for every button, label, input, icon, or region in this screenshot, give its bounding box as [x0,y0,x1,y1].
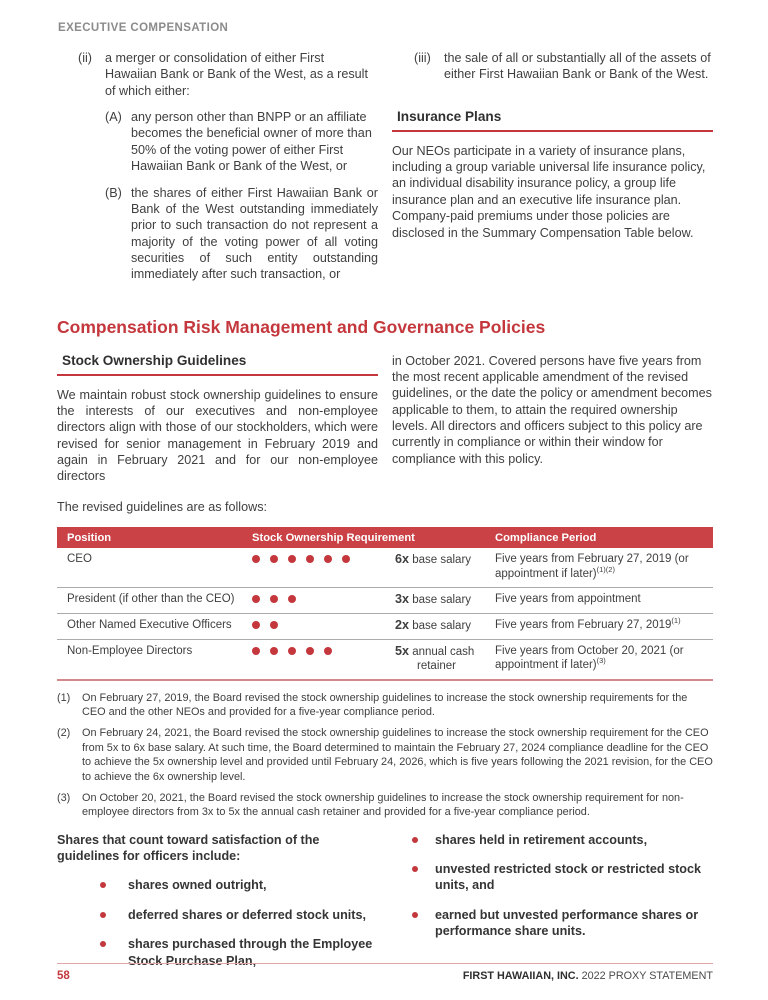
guidelines-paragraph-right: in October 2021. Covered persons have five years from the most recent applicable amendment of the revised guidelines, or the date the policy or amendment becomes applicable to them, to attain the required ownership levels. All directors and officers subject to this policy are currently in compliance or within their window for compliance with this policy. [392,353,712,466]
basis: base salary [409,554,472,567]
shares-columns [57,832,713,969]
footnote-reference: (1) [671,615,681,625]
footnote-marker: (2) [57,727,71,740]
top-columns [57,50,713,293]
list-marker: (ii) [78,51,92,65]
column-header-position: Position [67,531,112,544]
footnote-reference: (3) [596,656,606,666]
guidelines-paragraph-left: We maintain robust stock ownership guidelines to ensure the interests of our executives and non-employee directors align with those of our stockholders, which were revised for senior management in February 2019 and again in February 2021 and for our non-employee directors [57,387,378,484]
footnote-1 [57,691,713,720]
page-number: 58 [57,970,70,982]
shares-heading: Shares that count toward satisfaction of the guidelines for officers include: [57,832,320,864]
table-row [57,613,713,639]
list-item-ii [57,50,378,99]
shares-right-column [392,832,713,969]
bullet-text: deferred shares or deferred stock units, [128,907,366,922]
ownership-dots [252,644,395,658]
bullet-text: unvested restricted stock or restricted stock units, and [435,862,701,893]
top-right-column [392,50,713,293]
company-name: FIRST HAWAIIAN, INC. [462,970,579,982]
requirement-label [395,618,490,634]
compliance-cell [490,552,713,582]
guidelines-left-column [57,353,378,516]
footnote-text: On February 24, 2021, the Board revised the stock ownership guidelines to increase the stock ownership requirement for the CEO from 5x to 6x base salary. At such time, the Board determined to maintain the February 27, 2024 compliance deadline for the CEO to achieve the 5x ownership level and provided until February 24, 2026, which is five years following the 2021 revision, for the CEO to achieve the 6x ownership level. [82,727,713,783]
footnote-text: On October 20, 2021, the Board revised the stock ownership guidelines to increase the stock ownership requirement for non-employee directors from 3x to 5x the annual cash retainer and provided for a five-year compliance period. [82,791,684,819]
position-cell: Non-Employee Directors [67,644,193,657]
insurance-plans-paragraph: Our NEOs participate in a variety of insurance plans, including a group variable universal life insurance policy, an individual disability insurance policy, a group life insurance plan and an executive life insurance plan. Company-paid premiums under those policies are disclosed in the Summary Compensation Table below. [392,143,706,240]
basis: annual cash retainer [409,645,475,673]
list-marker: (A) [105,110,122,125]
table-row [57,587,713,613]
list-marker: (B) [105,185,122,200]
document-title: 2022 PROXY STATEMENT [581,970,713,982]
guidelines-lead-in: The revised guidelines are as follows: [57,499,268,514]
list-item-text: a merger or consolidation of either First Hawaiian Bank or Bank of the West, as a result of which either: [105,51,368,98]
list-item-a [57,109,378,174]
shares-left-column [57,832,378,969]
ownership-dots [252,592,395,606]
multiplier: 2x [395,617,410,632]
insurance-plans-heading: Insurance Plans [392,109,713,132]
requirement-cell [250,618,490,634]
compliance-text: Five years from February 27, 2019 [495,618,672,631]
bullet-text: shares held in retirement accounts, [435,832,648,847]
column-header-compliance: Compliance Period [495,531,597,544]
table-row [57,639,713,679]
footnote-text: On February 27, 2019, the Board revised the stock ownership guidelines to increase the stock ownership requirements for the CEO and the other NEOs and provided for a five-year compliance period. [82,691,688,719]
list-marker: (iii) [414,51,431,65]
footnotes [57,691,713,820]
compliance-text: Five years from appointment [495,593,641,606]
requirement-label [395,644,490,674]
bullet-item [392,907,713,940]
list-item-text: any person other than BNPP or an affiliate becomes the beneficial owner of more than 50% of the voting power of either First Hawaiian Bank or Bank of the West, or [131,110,372,174]
guidelines-right-column [392,353,713,516]
list-item-text: the shares of either First Hawaiian Bank or Bank of the West outstanding immediately prior to such transaction do not represent a majority of the voting power of all voting securities of such entity outstanding immediately after such transaction, or [131,185,378,282]
ownership-dots [252,618,395,632]
bullet-text: earned but unvested performance shares or performance share units. [435,907,699,939]
list-item-b [57,185,378,283]
ownership-dots [252,552,395,566]
footnote-marker: (1) [57,691,71,704]
requirement-label [395,552,490,568]
bullet-text: shares purchased through the Employee Stock Purchase Plan, [128,937,373,968]
bullet-item [392,832,713,848]
multiplier: 5x [395,643,410,658]
basis: base salary [409,594,472,607]
compliance-text: Five years from October 20, 2021 (or appointment if later) [495,644,684,672]
footnote-marker: (3) [57,791,71,804]
footnote-3 [57,791,713,820]
compliance-cell [490,644,713,674]
guidelines-columns [57,353,713,516]
requirement-cell [250,552,490,568]
compliance-cell [490,592,713,607]
bullet-item [57,877,378,893]
bullet-item [392,861,713,894]
multiplier: 3x [395,592,410,607]
compliance-text: Five years from February 27, 2019 (or appointment if later) [495,553,689,581]
bullet-text: shares owned outright, [128,878,267,893]
table-header-row [57,527,713,548]
footer-text [463,970,713,982]
footnote-reference: (1)(2) [596,565,615,575]
list-item-iii [392,50,713,83]
bullet-item [57,907,378,923]
compliance-cell [490,615,713,633]
stock-ownership-guidelines-heading: Stock Ownership Guidelines [57,353,378,376]
basis: base salary [409,619,472,632]
position-cell: President (if other than the CEO) [67,593,235,606]
table-row [57,548,713,587]
column-header-requirement: Stock Ownership Requirement [252,531,415,544]
page-eyebrow: EXECUTIVE COMPENSATION [58,22,229,34]
requirement-label [395,592,490,608]
multiplier: 6x [395,552,410,567]
position-cell: Other Named Executive Officers [67,618,232,631]
requirement-cell [250,644,490,674]
top-left-column [57,50,378,293]
position-cell: CEO [67,553,92,566]
table-body [57,548,713,680]
stock-ownership-table [57,527,713,680]
page-footer [57,963,713,982]
list-item-text: the sale of all or substantially all of the assets of either First Hawaiian Bank or Bank of the West. [444,51,711,82]
footnote-2 [57,726,713,784]
section-title: Compensation Risk Management and Governance Policies [57,316,546,337]
requirement-cell [250,592,490,608]
